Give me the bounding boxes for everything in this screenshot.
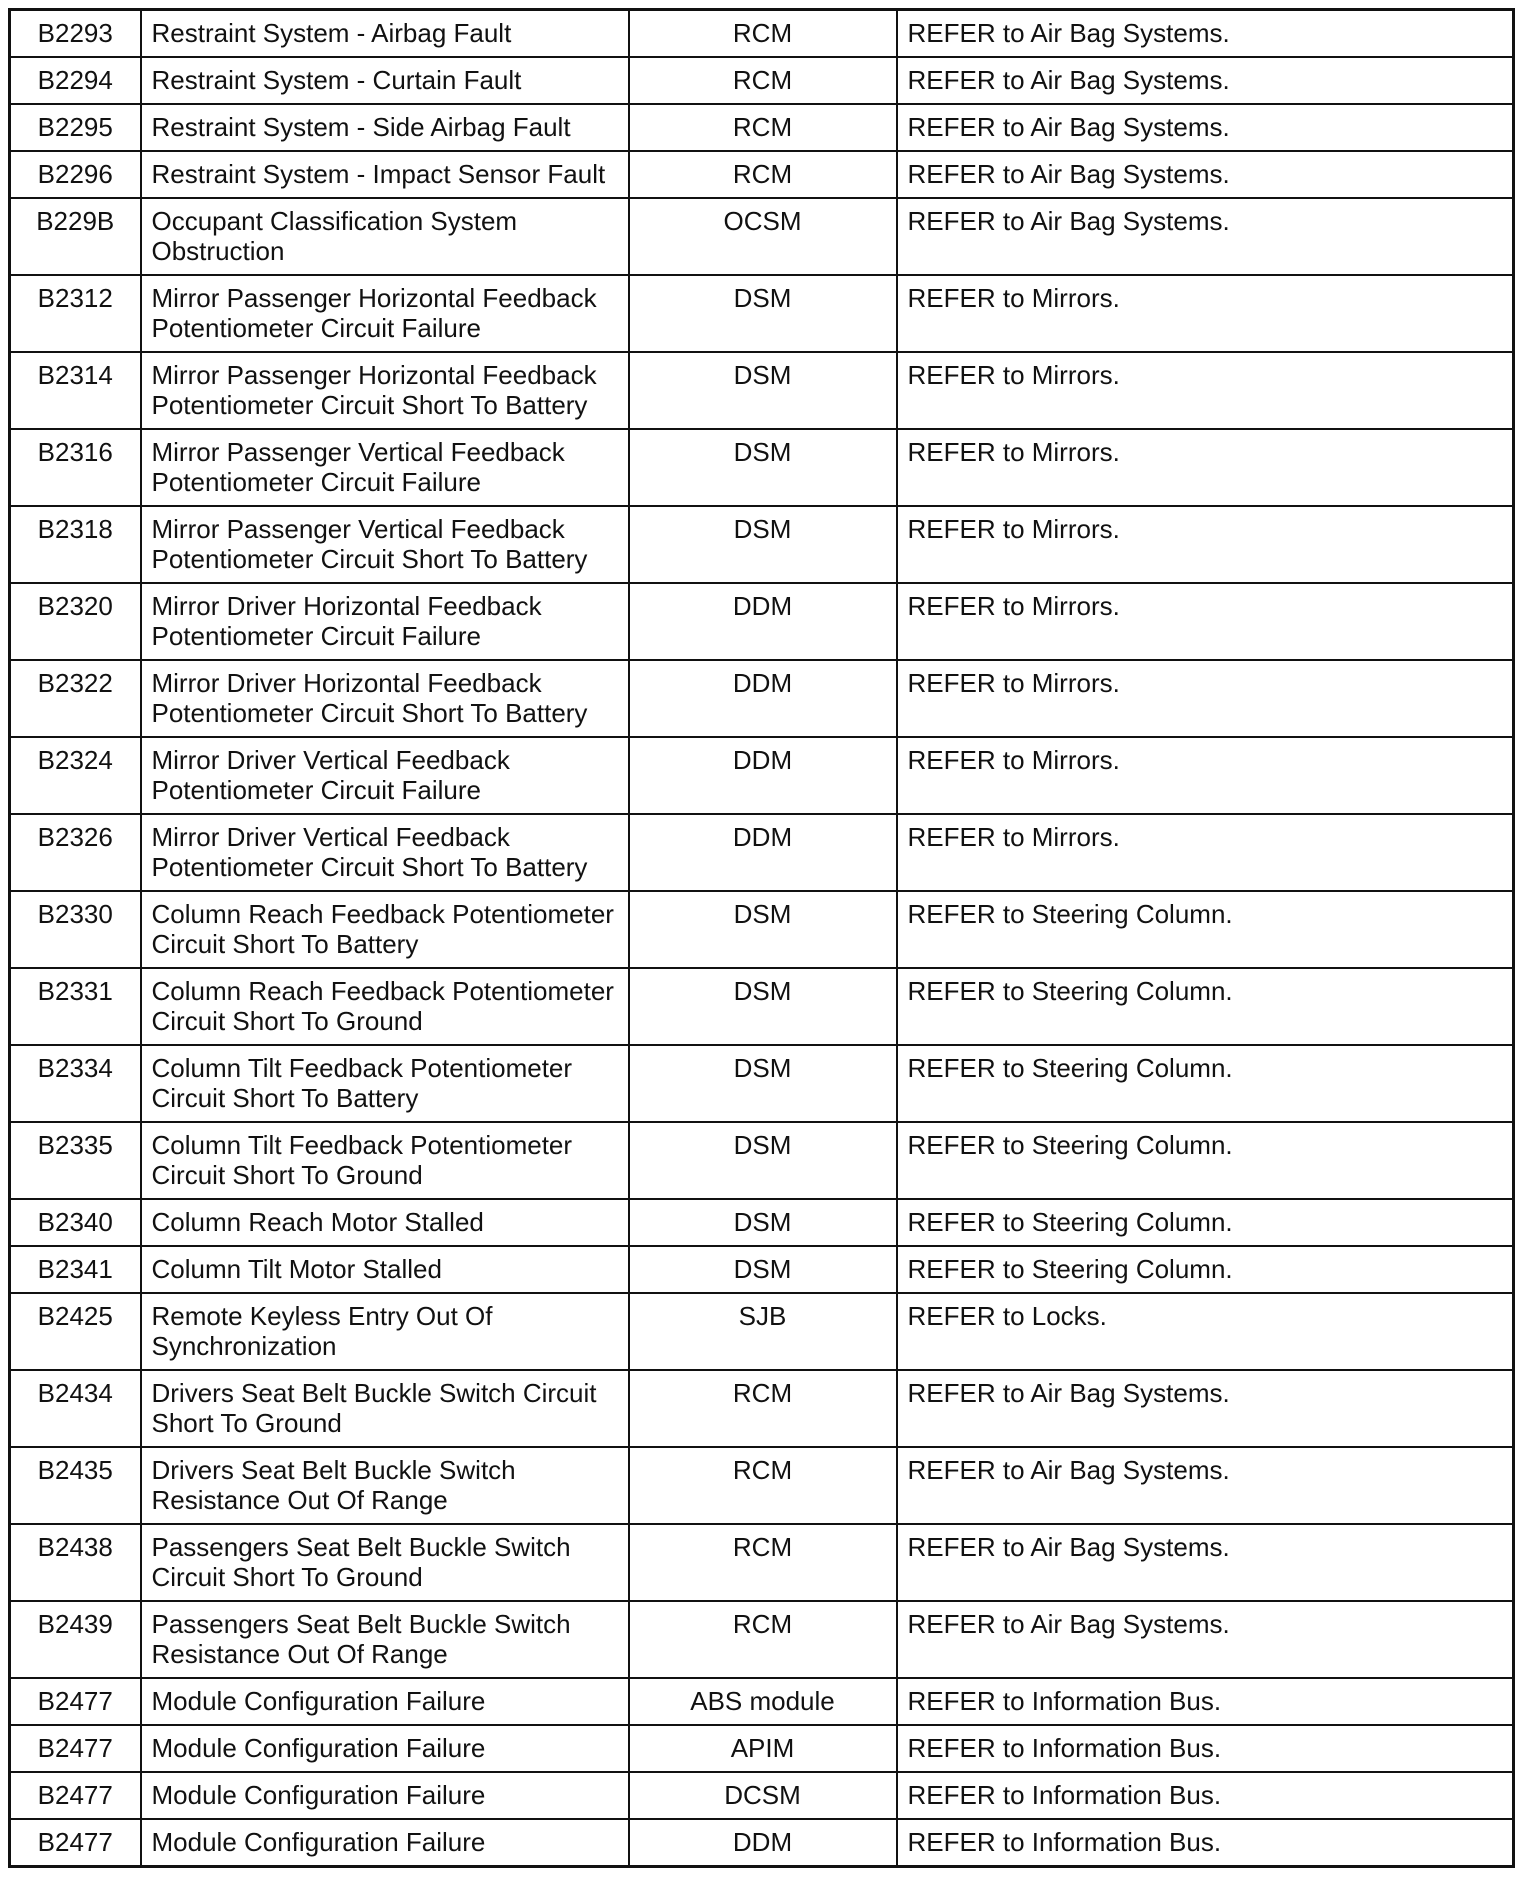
- action-cell: REFER to Mirrors.: [897, 660, 1514, 737]
- table-row: [10, 968, 1514, 1045]
- action-cell: REFER to Air Bag Systems.: [897, 104, 1514, 151]
- table-row: [10, 1293, 1514, 1370]
- description-line: Circuit Short To Battery: [151, 929, 419, 959]
- description-line: Circuit Short To Ground: [151, 1160, 423, 1190]
- description-line: Remote Keyless Entry Out Of: [151, 1301, 493, 1331]
- description-line: Column Tilt Feedback Potentiometer: [151, 1053, 573, 1083]
- action-cell: REFER to Steering Column.: [897, 891, 1514, 968]
- table-row: [10, 1524, 1514, 1601]
- table-row: [10, 1725, 1514, 1772]
- module-cell: DSM: [629, 506, 897, 583]
- description-cell: [141, 1293, 629, 1370]
- description-cell: [141, 891, 629, 968]
- description-line: Mirror Driver Horizontal Feedback: [151, 668, 542, 698]
- action-cell: REFER to Mirrors.: [897, 814, 1514, 891]
- description-line: Drivers Seat Belt Buckle Switch: [151, 1455, 516, 1485]
- table-row: [10, 1045, 1514, 1122]
- description-line: Potentiometer Circuit Failure: [151, 775, 481, 805]
- description-cell: [141, 1447, 629, 1524]
- dtc-code-cell: B2438: [10, 1524, 141, 1601]
- table-row: [10, 814, 1514, 891]
- description-line: Column Reach Motor Stalled: [151, 1207, 484, 1237]
- description-line: Potentiometer Circuit Short To Battery: [151, 698, 588, 728]
- description-line: Mirror Passenger Vertical Feedback: [151, 437, 565, 467]
- description-line: Module Configuration Failure: [151, 1827, 486, 1857]
- description-cell: [141, 583, 629, 660]
- dtc-code-cell: B2477: [10, 1819, 141, 1867]
- description-cell: [141, 1246, 629, 1293]
- module-cell: ABS module: [629, 1678, 897, 1725]
- dtc-code-cell: B2439: [10, 1601, 141, 1678]
- description-cell: [141, 1370, 629, 1447]
- module-cell: DSM: [629, 352, 897, 429]
- table-row: [10, 104, 1514, 151]
- description-line: Restraint System - Impact Sensor Fault: [151, 159, 606, 189]
- action-cell: REFER to Locks.: [897, 1293, 1514, 1370]
- action-cell: REFER to Air Bag Systems.: [897, 57, 1514, 104]
- action-cell: REFER to Steering Column.: [897, 1122, 1514, 1199]
- table-row: [10, 151, 1514, 198]
- description-line: Mirror Passenger Horizontal Feedback: [151, 360, 597, 390]
- dtc-code-cell: B2320: [10, 583, 141, 660]
- action-cell: REFER to Steering Column.: [897, 1045, 1514, 1122]
- description-line: Module Configuration Failure: [151, 1780, 486, 1810]
- table-row: [10, 57, 1514, 104]
- table-row: [10, 352, 1514, 429]
- description-line: Restraint System - Curtain Fault: [151, 65, 522, 95]
- action-cell: REFER to Mirrors.: [897, 275, 1514, 352]
- description-cell: [141, 1772, 629, 1819]
- description-cell: [141, 10, 629, 58]
- action-cell: REFER to Air Bag Systems.: [897, 10, 1514, 58]
- description-line: Potentiometer Circuit Failure: [151, 467, 481, 497]
- table-row: [10, 1819, 1514, 1867]
- description-cell: [141, 968, 629, 1045]
- action-cell: REFER to Air Bag Systems.: [897, 151, 1514, 198]
- dtc-code-cell: B2341: [10, 1246, 141, 1293]
- description-cell: [141, 1524, 629, 1601]
- description-line: Circuit Short To Battery: [151, 1083, 419, 1113]
- action-cell: REFER to Information Bus.: [897, 1725, 1514, 1772]
- dtc-code-cell: B2326: [10, 814, 141, 891]
- dtc-code-cell: B2312: [10, 275, 141, 352]
- description-line: Restraint System - Airbag Fault: [151, 18, 512, 48]
- action-cell: REFER to Steering Column.: [897, 1199, 1514, 1246]
- description-line: Module Configuration Failure: [151, 1733, 486, 1763]
- description-line: Short To Ground: [151, 1408, 342, 1438]
- module-cell: RCM: [629, 1524, 897, 1601]
- description-line: Obstruction: [151, 236, 285, 266]
- action-cell: REFER to Information Bus.: [897, 1678, 1514, 1725]
- table-row: [10, 583, 1514, 660]
- dtc-code-cell: B2296: [10, 151, 141, 198]
- dtc-code-cell: B2330: [10, 891, 141, 968]
- table-row: [10, 506, 1514, 583]
- description-cell: [141, 1819, 629, 1867]
- description-line: Module Configuration Failure: [151, 1686, 486, 1716]
- module-cell: DDM: [629, 737, 897, 814]
- description-line: Mirror Passenger Horizontal Feedback: [151, 283, 597, 313]
- module-cell: RCM: [629, 151, 897, 198]
- description-line: Restraint System - Side Airbag Fault: [151, 112, 571, 142]
- dtc-code-cell: B2294: [10, 57, 141, 104]
- description-line: Potentiometer Circuit Short To Battery: [151, 852, 588, 882]
- description-cell: [141, 151, 629, 198]
- module-cell: RCM: [629, 104, 897, 151]
- dtc-table-body: [10, 10, 1514, 1867]
- description-cell: [141, 1601, 629, 1678]
- description-line: Mirror Driver Vertical Feedback: [151, 822, 510, 852]
- table-row: [10, 1772, 1514, 1819]
- module-cell: DDM: [629, 660, 897, 737]
- dtc-code-cell: B2324: [10, 737, 141, 814]
- action-cell: REFER to Air Bag Systems.: [897, 1447, 1514, 1524]
- action-cell: REFER to Mirrors.: [897, 506, 1514, 583]
- description-cell: [141, 275, 629, 352]
- table-row: [10, 891, 1514, 968]
- description-line: Circuit Short To Ground: [151, 1562, 423, 1592]
- description-line: Column Tilt Feedback Potentiometer: [151, 1130, 573, 1160]
- description-line: Potentiometer Circuit Failure: [151, 621, 481, 651]
- description-cell: [141, 104, 629, 151]
- module-cell: DSM: [629, 1246, 897, 1293]
- module-cell: DSM: [629, 968, 897, 1045]
- table-row: [10, 1601, 1514, 1678]
- description-line: Potentiometer Circuit Short To Battery: [151, 544, 588, 574]
- table-row: [10, 429, 1514, 506]
- description-line: Occupant Classification System: [151, 206, 518, 236]
- module-cell: APIM: [629, 1725, 897, 1772]
- table-row: [10, 737, 1514, 814]
- module-cell: RCM: [629, 1601, 897, 1678]
- module-cell: DSM: [629, 1199, 897, 1246]
- module-cell: DSM: [629, 1045, 897, 1122]
- action-cell: REFER to Air Bag Systems.: [897, 198, 1514, 275]
- table-row: [10, 1246, 1514, 1293]
- description-cell: [141, 429, 629, 506]
- action-cell: REFER to Mirrors.: [897, 352, 1514, 429]
- module-cell: RCM: [629, 1370, 897, 1447]
- dtc-code-cell: B2318: [10, 506, 141, 583]
- action-cell: REFER to Steering Column.: [897, 968, 1514, 1045]
- dtc-code-cell: B2477: [10, 1678, 141, 1725]
- action-cell: REFER to Information Bus.: [897, 1819, 1514, 1867]
- description-cell: [141, 57, 629, 104]
- description-cell: [141, 1199, 629, 1246]
- dtc-code-cell: B2435: [10, 1447, 141, 1524]
- description-line: Potentiometer Circuit Failure: [151, 313, 481, 343]
- description-line: Column Tilt Motor Stalled: [151, 1254, 442, 1284]
- description-line: Synchronization: [151, 1331, 337, 1361]
- dtc-code-cell: B2314: [10, 352, 141, 429]
- dtc-code-cell: B2425: [10, 1293, 141, 1370]
- module-cell: DDM: [629, 814, 897, 891]
- description-line: Column Reach Feedback Potentiometer: [151, 899, 614, 929]
- table-row: [10, 1447, 1514, 1524]
- module-cell: RCM: [629, 10, 897, 58]
- module-cell: DDM: [629, 1819, 897, 1867]
- description-cell: [141, 1725, 629, 1772]
- module-cell: RCM: [629, 57, 897, 104]
- description-line: Mirror Driver Horizontal Feedback: [151, 591, 542, 621]
- description-line: Mirror Passenger Vertical Feedback: [151, 514, 565, 544]
- action-cell: REFER to Steering Column.: [897, 1246, 1514, 1293]
- table-row: [10, 1199, 1514, 1246]
- table-row: [10, 10, 1514, 58]
- module-cell: DSM: [629, 891, 897, 968]
- action-cell: REFER to Air Bag Systems.: [897, 1370, 1514, 1447]
- table-row: [10, 660, 1514, 737]
- dtc-code-cell: B2331: [10, 968, 141, 1045]
- table-row: [10, 1370, 1514, 1447]
- description-cell: [141, 506, 629, 583]
- action-cell: REFER to Mirrors.: [897, 737, 1514, 814]
- module-cell: DSM: [629, 1122, 897, 1199]
- action-cell: REFER to Mirrors.: [897, 583, 1514, 660]
- dtc-code-cell: B2340: [10, 1199, 141, 1246]
- module-cell: DCSM: [629, 1772, 897, 1819]
- table-row: [10, 198, 1514, 275]
- description-cell: [141, 198, 629, 275]
- dtc-code-cell: B2322: [10, 660, 141, 737]
- description-cell: [141, 1045, 629, 1122]
- description-cell: [141, 1122, 629, 1199]
- action-cell: REFER to Air Bag Systems.: [897, 1524, 1514, 1601]
- module-cell: DDM: [629, 583, 897, 660]
- description-line: Passengers Seat Belt Buckle Switch: [151, 1609, 571, 1639]
- dtc-code-cell: B2434: [10, 1370, 141, 1447]
- dtc-code-cell: B2477: [10, 1725, 141, 1772]
- dtc-code-cell: B2316: [10, 429, 141, 506]
- action-cell: REFER to Information Bus.: [897, 1772, 1514, 1819]
- dtc-code-cell: B2295: [10, 104, 141, 151]
- module-cell: DSM: [629, 429, 897, 506]
- module-cell: SJB: [629, 1293, 897, 1370]
- dtc-code-cell: B2334: [10, 1045, 141, 1122]
- dtc-code-cell: B229B: [10, 198, 141, 275]
- dtc-code-cell: B2335: [10, 1122, 141, 1199]
- action-cell: REFER to Air Bag Systems.: [897, 1601, 1514, 1678]
- dtc-code-cell: B2293: [10, 10, 141, 58]
- dtc-code-cell: B2477: [10, 1772, 141, 1819]
- table-row: [10, 1678, 1514, 1725]
- action-cell: REFER to Mirrors.: [897, 429, 1514, 506]
- description-line: Mirror Driver Vertical Feedback: [151, 745, 510, 775]
- table-row: [10, 1122, 1514, 1199]
- description-cell: [141, 1678, 629, 1725]
- description-line: Circuit Short To Ground: [151, 1006, 423, 1036]
- table-row: [10, 275, 1514, 352]
- dtc-table: [8, 8, 1515, 1868]
- description-line: Column Reach Feedback Potentiometer: [151, 976, 614, 1006]
- description-cell: [141, 660, 629, 737]
- description-line: Passengers Seat Belt Buckle Switch: [151, 1532, 571, 1562]
- description-line: Resistance Out Of Range: [151, 1485, 448, 1515]
- description-line: Potentiometer Circuit Short To Battery: [151, 390, 588, 420]
- module-cell: DSM: [629, 275, 897, 352]
- description-line: Drivers Seat Belt Buckle Switch Circuit: [151, 1378, 597, 1408]
- description-cell: [141, 352, 629, 429]
- description-line: Resistance Out Of Range: [151, 1639, 448, 1669]
- module-cell: RCM: [629, 1447, 897, 1524]
- description-cell: [141, 737, 629, 814]
- module-cell: OCSM: [629, 198, 897, 275]
- description-cell: [141, 814, 629, 891]
